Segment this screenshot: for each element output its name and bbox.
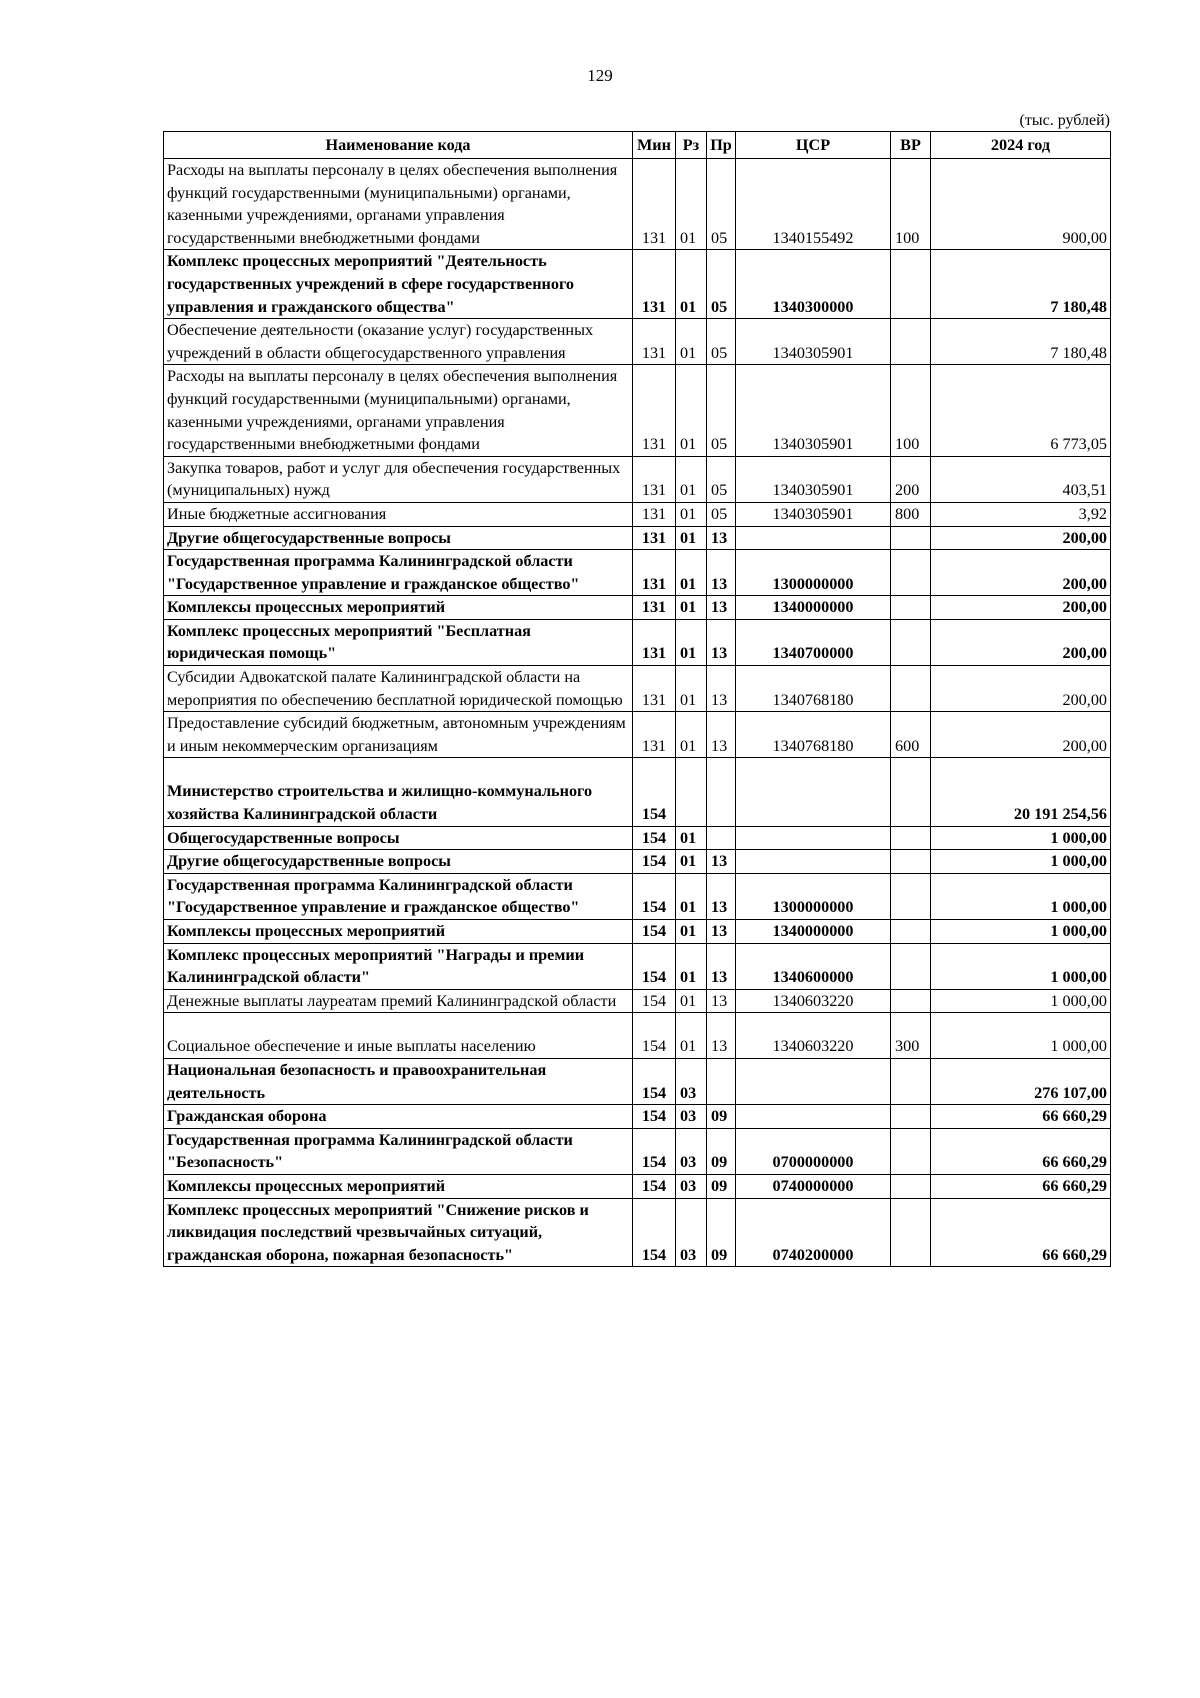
table-row: [164, 1128, 1111, 1174]
header-year: 2024 год: [931, 132, 1111, 159]
cell-rz: 01: [676, 712, 707, 758]
table-row: [164, 526, 1111, 550]
cell-min: 154: [633, 1174, 676, 1198]
cell-csr: 1340305901: [736, 319, 891, 365]
cell-min: 154: [633, 850, 676, 874]
header-vr: ВР: [891, 132, 931, 159]
cell-rz: 01: [676, 1013, 707, 1059]
header-name: Наименование кода: [164, 132, 633, 159]
table-row: [164, 502, 1111, 526]
cell-vr: [891, 758, 931, 826]
table-row: [164, 1013, 1111, 1059]
cell-pr: 09: [707, 1198, 736, 1267]
cell-sum: 7 180,48: [931, 250, 1111, 319]
cell-min: 131: [633, 159, 676, 250]
cell-name: Государственная программа Калининградской области "Безопасность": [164, 1128, 633, 1174]
cell-min: 131: [633, 666, 676, 712]
table-row: [164, 596, 1111, 620]
cell-csr: 1340305901: [736, 502, 891, 526]
cell-sum: 3,92: [931, 502, 1111, 526]
header-csr: ЦСР: [736, 132, 891, 159]
cell-min: 131: [633, 526, 676, 550]
cell-pr: 13: [707, 526, 736, 550]
cell-csr: 1340300000: [736, 250, 891, 319]
cell-rz: [676, 758, 707, 826]
cell-csr: 0740000000: [736, 1174, 891, 1198]
table-row: [164, 873, 1111, 919]
table-row: [164, 943, 1111, 989]
cell-vr: 600: [891, 712, 931, 758]
cell-rz: 01: [676, 873, 707, 919]
cell-csr: [736, 758, 891, 826]
header-min: Мин: [633, 132, 676, 159]
cell-vr: [891, 826, 931, 850]
cell-rz: 01: [676, 619, 707, 665]
cell-name: Предоставление субсидий бюджетным, автономным учреждениям и иным некоммерческим организациям: [164, 712, 633, 758]
cell-rz: 01: [676, 526, 707, 550]
header-row: [164, 132, 1111, 159]
cell-sum: 66 660,29: [931, 1105, 1111, 1129]
table-row: [164, 250, 1111, 319]
cell-vr: [891, 989, 931, 1013]
cell-vr: 200: [891, 456, 931, 502]
cell-pr: 13: [707, 850, 736, 874]
cell-vr: [891, 920, 931, 944]
cell-name: Иные бюджетные ассигнования: [164, 502, 633, 526]
cell-min: 154: [633, 873, 676, 919]
cell-vr: 100: [891, 365, 931, 456]
cell-name: Комплексы процессных мероприятий: [164, 596, 633, 620]
cell-vr: [891, 666, 931, 712]
table-row: [164, 712, 1111, 758]
cell-name: Другие общегосударственные вопросы: [164, 526, 633, 550]
cell-vr: 100: [891, 159, 931, 250]
cell-csr: 1300000000: [736, 550, 891, 596]
cell-name: Комплекс процессных мероприятий "Награды и премии Калининградской области": [164, 943, 633, 989]
cell-vr: [891, 1058, 931, 1104]
cell-sum: 1 000,00: [931, 1013, 1111, 1059]
table-row: [164, 159, 1111, 250]
cell-sum: 1 000,00: [931, 850, 1111, 874]
cell-sum: 1 000,00: [931, 826, 1111, 850]
cell-min: 131: [633, 456, 676, 502]
table-row: [164, 666, 1111, 712]
cell-name: Государственная программа Калининградской области "Государственное управление и гражданское общество": [164, 550, 633, 596]
cell-pr: 13: [707, 989, 736, 1013]
cell-min: 131: [633, 502, 676, 526]
table-row: [164, 920, 1111, 944]
cell-name: Закупка товаров, работ и услуг для обеспечения государственных (муниципальных) нужд: [164, 456, 633, 502]
table-row: [164, 1058, 1111, 1104]
table-row: [164, 850, 1111, 874]
cell-sum: 20 191 254,56: [931, 758, 1111, 826]
cell-min: 154: [633, 1128, 676, 1174]
cell-min: 131: [633, 319, 676, 365]
cell-sum: 1 000,00: [931, 989, 1111, 1013]
cell-sum: 6 773,05: [931, 365, 1111, 456]
cell-name: Обеспечение деятельности (оказание услуг) государственных учреждений в области общегосударственного управления: [164, 319, 633, 365]
cell-name: Субсидии Адвокатской палате Калининградской области на мероприятия по обеспечению бесплатной юридической помощью: [164, 666, 633, 712]
cell-rz: 03: [676, 1105, 707, 1129]
cell-rz: 03: [676, 1128, 707, 1174]
cell-vr: [891, 1174, 931, 1198]
cell-pr: 13: [707, 619, 736, 665]
cell-min: 154: [633, 989, 676, 1013]
table-row: [164, 456, 1111, 502]
cell-sum: 66 660,29: [931, 1128, 1111, 1174]
budget-table: [163, 131, 1111, 1267]
cell-sum: 1 000,00: [931, 920, 1111, 944]
cell-name: Комплексы процессных мероприятий: [164, 1174, 633, 1198]
cell-rz: 01: [676, 502, 707, 526]
cell-pr: 09: [707, 1128, 736, 1174]
cell-name: Социальное обеспечение и иные выплаты населению: [164, 1013, 633, 1059]
cell-rz: 01: [676, 920, 707, 944]
table-row: [164, 550, 1111, 596]
cell-min: 154: [633, 1105, 676, 1129]
cell-min: 154: [633, 1058, 676, 1104]
cell-vr: [891, 250, 931, 319]
cell-sum: 66 660,29: [931, 1174, 1111, 1198]
cell-sum: 200,00: [931, 712, 1111, 758]
cell-min: 154: [633, 758, 676, 826]
cell-csr: 1340768180: [736, 666, 891, 712]
cell-pr: 13: [707, 712, 736, 758]
cell-pr: 09: [707, 1105, 736, 1129]
cell-csr: 1340155492: [736, 159, 891, 250]
cell-min: 154: [633, 826, 676, 850]
cell-csr: 1340600000: [736, 943, 891, 989]
table-row: [164, 619, 1111, 665]
cell-rz: 01: [676, 456, 707, 502]
cell-min: 131: [633, 250, 676, 319]
cell-min: 131: [633, 712, 676, 758]
cell-csr: 1340768180: [736, 712, 891, 758]
cell-sum: 403,51: [931, 456, 1111, 502]
cell-pr: 05: [707, 250, 736, 319]
cell-sum: 900,00: [931, 159, 1111, 250]
cell-csr: 1340000000: [736, 596, 891, 620]
cell-csr: [736, 1058, 891, 1104]
cell-name: Министерство строительства и жилищно-коммунального хозяйства Калининградской области: [164, 758, 633, 826]
cell-pr: 05: [707, 159, 736, 250]
cell-sum: 200,00: [931, 596, 1111, 620]
cell-vr: 300: [891, 1013, 931, 1059]
table-body: [164, 159, 1111, 1267]
cell-csr: 1300000000: [736, 873, 891, 919]
cell-rz: 01: [676, 365, 707, 456]
cell-rz: 03: [676, 1174, 707, 1198]
cell-sum: 66 660,29: [931, 1198, 1111, 1267]
cell-csr: 0700000000: [736, 1128, 891, 1174]
cell-rz: 01: [676, 550, 707, 596]
cell-rz: 01: [676, 159, 707, 250]
cell-rz: 03: [676, 1198, 707, 1267]
cell-pr: [707, 758, 736, 826]
cell-name: Комплекс процессных мероприятий "Снижение рисков и ликвидация последствий чрезвычайных ситуаций, гражданская оборона, пожарная безопасность": [164, 1198, 633, 1267]
cell-pr: 13: [707, 550, 736, 596]
cell-pr: 13: [707, 873, 736, 919]
cell-rz: 01: [676, 250, 707, 319]
header-rz: Рз: [676, 132, 707, 159]
cell-rz: 01: [676, 596, 707, 620]
cell-csr: 1340700000: [736, 619, 891, 665]
table-row: [164, 365, 1111, 456]
cell-csr: 1340305901: [736, 365, 891, 456]
cell-pr: 13: [707, 1013, 736, 1059]
cell-rz: 03: [676, 1058, 707, 1104]
table-row: [164, 1198, 1111, 1267]
cell-name: Комплекс процессных мероприятий "Бесплатная юридическая помощь": [164, 619, 633, 665]
cell-sum: 200,00: [931, 666, 1111, 712]
cell-min: 154: [633, 943, 676, 989]
cell-rz: 01: [676, 826, 707, 850]
cell-pr: 13: [707, 666, 736, 712]
header-pr: Пр: [707, 132, 736, 159]
cell-rz: 01: [676, 850, 707, 874]
cell-vr: [891, 550, 931, 596]
cell-min: 154: [633, 1013, 676, 1059]
cell-vr: [891, 873, 931, 919]
cell-sum: 200,00: [931, 526, 1111, 550]
table-row: [164, 1174, 1111, 1198]
table-row: [164, 319, 1111, 365]
cell-sum: 200,00: [931, 550, 1111, 596]
cell-pr: 05: [707, 502, 736, 526]
cell-min: 154: [633, 920, 676, 944]
cell-csr: 1340603220: [736, 989, 891, 1013]
cell-name: Комплекс процессных мероприятий "Деятельность государственных учреждений в сфере государственного управления и гражданского общества": [164, 250, 633, 319]
cell-rz: 01: [676, 989, 707, 1013]
cell-name: Национальная безопасность и правоохранительная деятельность: [164, 1058, 633, 1104]
cell-pr: 13: [707, 943, 736, 989]
cell-pr: 13: [707, 920, 736, 944]
cell-name: Другие общегосударственные вопросы: [164, 850, 633, 874]
cell-sum: 1 000,00: [931, 873, 1111, 919]
cell-name: Расходы на выплаты персоналу в целях обеспечения выполнения функций государственными (муниципальными) органами, казенными учреждениями, органами управления государственными внебюджетными фондами: [164, 159, 633, 250]
cell-csr: 0740200000: [736, 1198, 891, 1267]
cell-name: Комплексы процессных мероприятий: [164, 920, 633, 944]
cell-vr: [891, 1128, 931, 1174]
cell-name: Государственная программа Калининградской области "Государственное управление и гражданское общество": [164, 873, 633, 919]
cell-pr: [707, 1058, 736, 1104]
cell-pr: 13: [707, 596, 736, 620]
cell-vr: 800: [891, 502, 931, 526]
cell-pr: 05: [707, 365, 736, 456]
units-label: (тыс. рублей): [1019, 112, 1110, 129]
cell-csr: 1340603220: [736, 1013, 891, 1059]
cell-csr: [736, 850, 891, 874]
cell-pr: 05: [707, 319, 736, 365]
table-row: [164, 758, 1111, 826]
cell-rz: 01: [676, 319, 707, 365]
cell-name: Общегосударственные вопросы: [164, 826, 633, 850]
cell-csr: [736, 1105, 891, 1129]
cell-vr: [891, 319, 931, 365]
cell-name: Расходы на выплаты персоналу в целях обеспечения выполнения функций государственными (муниципальными) органами, казенными учреждениями, органами управления государственными внебюджетными фондами: [164, 365, 633, 456]
cell-min: 131: [633, 550, 676, 596]
cell-pr: [707, 826, 736, 850]
table-row: [164, 989, 1111, 1013]
cell-sum: 1 000,00: [931, 943, 1111, 989]
cell-csr: [736, 826, 891, 850]
cell-name: Денежные выплаты лауреатам премий Калининградской области: [164, 989, 633, 1013]
cell-name: Гражданская оборона: [164, 1105, 633, 1129]
cell-csr: 1340305901: [736, 456, 891, 502]
cell-vr: [891, 850, 931, 874]
cell-sum: 276 107,00: [931, 1058, 1111, 1104]
cell-min: 131: [633, 365, 676, 456]
cell-csr: [736, 526, 891, 550]
cell-min: 131: [633, 596, 676, 620]
cell-vr: [891, 526, 931, 550]
cell-rz: 01: [676, 666, 707, 712]
cell-sum: 200,00: [931, 619, 1111, 665]
cell-sum: 7 180,48: [931, 319, 1111, 365]
cell-min: 154: [633, 1198, 676, 1267]
table-row: [164, 826, 1111, 850]
cell-vr: [891, 619, 931, 665]
cell-vr: [891, 1198, 931, 1267]
cell-min: 131: [633, 619, 676, 665]
cell-vr: [891, 943, 931, 989]
cell-rz: 01: [676, 943, 707, 989]
cell-csr: 1340000000: [736, 920, 891, 944]
cell-vr: [891, 596, 931, 620]
page-number: 129: [587, 66, 613, 85]
cell-pr: 09: [707, 1174, 736, 1198]
cell-pr: 05: [707, 456, 736, 502]
table-row: [164, 1105, 1111, 1129]
cell-vr: [891, 1105, 931, 1129]
